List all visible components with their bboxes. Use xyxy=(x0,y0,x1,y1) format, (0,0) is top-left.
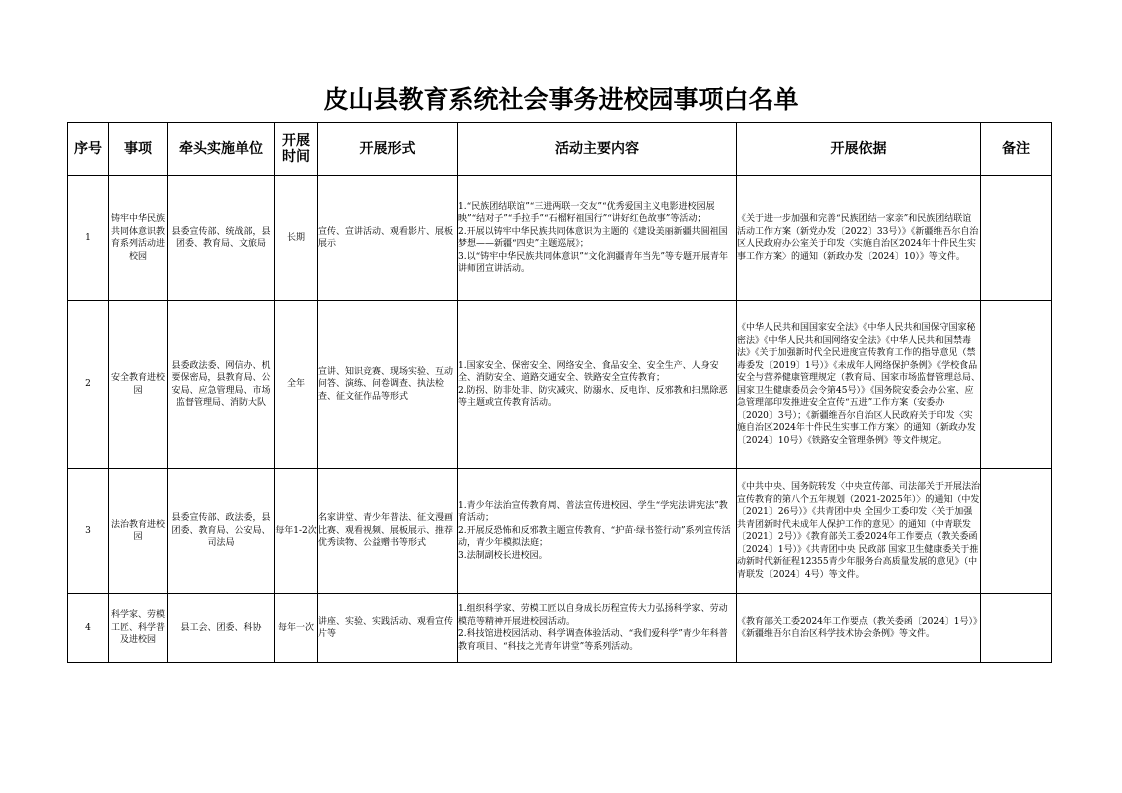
cell-form: 讲座、实验、实践活动、观看宣传片等 xyxy=(318,594,458,663)
cell-time: 每年1-2次 xyxy=(275,469,318,594)
cell-time: 全年 xyxy=(275,301,318,469)
cell-item: 法治教育进校园 xyxy=(109,469,168,594)
cell-unit: 县委政法委、网信办、机要保密局，县教育局、公安局、应急管理局、市场监督管理局、消防大队 xyxy=(168,301,275,469)
cell-item: 安全教育进校园 xyxy=(109,301,168,469)
cell-basis: 《关于进一步加强和完善“民族团结一家亲”和民族团结联谊活动工作方案（新党办发〔2022〕33号）》《新疆维吾尔自治区人民政府办公室关于印发〈实施自治区2024年十件民生实事工作方案〉的通知（新政办发〔2024〕10）》等文件。 xyxy=(737,176,981,301)
header-seq: 序号 xyxy=(68,123,109,176)
header-unit: 牵头实施单位 xyxy=(168,123,275,176)
content-line: 1.国家安全、保密安全、网络安全、食品安全、安全生产、人身安全、消防安全、道路交通安全、铁路安全宣传教育； xyxy=(458,360,719,383)
header-time xyxy=(275,123,318,176)
header-time-label: 开展时间 xyxy=(282,133,310,165)
content-line: 3.法制副校长进校园。 xyxy=(458,550,548,561)
header-note: 备注 xyxy=(981,123,1052,176)
content-line: 1.“民族团结联谊”“三进两联一交友”“优秀爱国主义电影进校园展映”“结对子”“手拉手”“石榴籽祖国行”“讲好红色故事”等活动； xyxy=(458,201,715,224)
content-line: 2.开展以铸牢中华民族共同体意识为主题的《建设美丽新疆共圆祖国梦想——新疆“四史”主题巡展》； xyxy=(458,226,728,249)
cell-time: 长期 xyxy=(275,176,318,301)
cell-form: 宣讲、知识竞赛、现场实验、互动问答、演练、问卷调查、执法检查、征文征作品等形式 xyxy=(318,301,458,469)
cell-note xyxy=(981,301,1052,469)
table-row xyxy=(68,176,1052,301)
cell-form: 宣传、宣讲活动、观看影片、展板展示 xyxy=(318,176,458,301)
cell-seq: 1 xyxy=(68,176,109,301)
header-row xyxy=(68,123,1052,176)
cell-content xyxy=(458,594,737,663)
header-content: 活动主要内容 xyxy=(458,123,737,176)
cell-basis: 《中共中央、国务院转发〈中央宣传部、司法部关于开展法治宣传教育的第八个五年规划（2021-2025年）〉的通知（中发〔2021〕26号）》《共青团中央 全国少工委印发〈关于加强共青团新时代未成年人保护工作的意见〉的通知（中青联发〔2021〕2号）》《教育部关工委2024年工作要点（教关委函〔2024〕1号）》《共青团中央 民政部 国家卫生健康委关于推动新时代新征程12355青少年服务台高质量发展的意见》（中青联发〔2024〕4号）等文件。 xyxy=(737,469,981,594)
cell-form: 名家讲堂、青少年普法、征文漫画比赛、观看视频、展板展示、推荐优秀读物、公益赠书等形式 xyxy=(318,469,458,594)
header-form: 开展形式 xyxy=(318,123,458,176)
table-row xyxy=(68,594,1052,663)
content-line: 2.科技馆进校园活动、科学调查体验活动、“我们爱科学”青少年科普教育项目、“科技之光青年讲堂”等系列活动。 xyxy=(458,629,728,652)
header-basis: 开展依据 xyxy=(737,123,981,176)
table-row xyxy=(68,469,1052,594)
content-line: 3.以“铸牢中华民族共同体意识”“文化润疆青年当先”等专题开展青年讲师团宣讲活动。 xyxy=(458,251,728,274)
cell-note xyxy=(981,176,1052,301)
cell-note xyxy=(981,469,1052,594)
content-line: 1.组织科学家、劳模工匠以自身成长历程宣传大力弘扬科学家、劳动模范等精神开展进校园活动。 xyxy=(458,604,728,627)
content-line: 1.青少年法治宣传教育周、普法宣传进校园、学生“学宪法讲宪法”教育活动； xyxy=(458,500,728,524)
content-line: 2.开展反恐怖和反邪教主题宣传教育、“护苗·绿书签行动”系列宣传活动，青少年模拟法庭； xyxy=(458,525,731,549)
cell-content xyxy=(458,469,737,594)
cell-unit: 县委宣传部、政法委，县团委、教育局、公安局、司法局 xyxy=(168,469,275,594)
cell-basis: 《中华人民共和国国家安全法》《中华人民共和国保守国家秘密法》《中华人民共和国网络安全法》《中华人民共和国禁毒法》《关于加强新时代全民进度宣传教育工作的指导意见（禁毒委发〔2019〕1号）》《未成年人网络保护条例》《学校食品安全与营养健康管理规定（教育局、国家市场监督管理总局、国家卫生健康委员会令第45号）》《国务院安委会办公室、应急管理部印发推进安全宣传“五进”工作方案（安委办〔2020〕3号）；《新疆维吾尔自治区人民政府关于印发〈实施自治区2024年十件民生实事工作方案〉的通知（新政办发〔2024〕10号）《铁路安全管理条例》等文件规定。 xyxy=(737,301,981,469)
content-line: 2.防拐、防非处非、防灾减灾、防溺水、反电诈、反邪教和扫黑除恶等主题或宣传教育活动。 xyxy=(458,385,728,408)
page-title: 皮山县教育系统社会事务进校园事项白名单 xyxy=(323,85,799,114)
cell-content xyxy=(458,176,737,301)
header-item: 事项 xyxy=(109,123,168,176)
cell-note xyxy=(981,594,1052,663)
table-row xyxy=(68,301,1052,469)
whitelist-table xyxy=(67,122,1052,663)
cell-seq: 3 xyxy=(68,469,109,594)
cell-seq: 2 xyxy=(68,301,109,469)
cell-seq: 4 xyxy=(68,594,109,663)
cell-content xyxy=(458,301,737,469)
cell-time: 每年一次 xyxy=(275,594,318,663)
cell-item: 铸牢中华民族共同体意识教育系列活动进校园 xyxy=(109,176,168,301)
cell-unit: 县委宣传部、统战部，县团委、教育局、文旅局 xyxy=(168,176,275,301)
cell-basis: 《教育部关工委2024年工作要点（教关委函〔2024〕1号）》《新疆维吾尔自治区科学技术协会条例》等文件。 xyxy=(737,594,981,663)
cell-unit: 县工会、团委、科协 xyxy=(168,594,275,663)
cell-item: 科学家、劳模工匠、科学普及进校园 xyxy=(109,594,168,663)
